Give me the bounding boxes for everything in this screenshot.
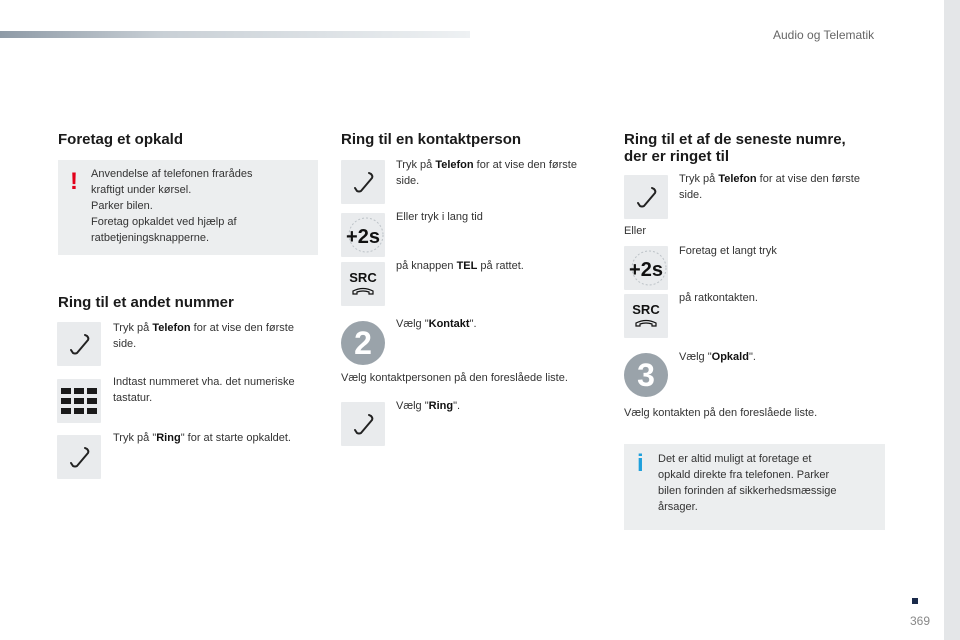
phone-icon: [57, 322, 101, 366]
step-number-2: 2: [341, 321, 385, 365]
section-title-make-call: Foretag et opkald: [58, 131, 184, 148]
page-marker: [912, 598, 918, 604]
step-text-tel-button: på knappen TEL på rattet.: [396, 260, 524, 272]
hold-2s-icon: [624, 246, 668, 290]
phone-icon: [57, 435, 101, 479]
step-text-long-press: Foretag et langt tryk: [679, 245, 777, 257]
warning-box: [58, 160, 318, 255]
section-title-recent: Ring til et af de seneste numre, der er ringet til: [624, 131, 846, 165]
header-bar: [0, 31, 470, 38]
step-text-opkald: Vælg "Opkald".: [679, 351, 756, 363]
section-title-contact: Ring til en kontaktperson: [341, 131, 522, 148]
phone-icon: [341, 402, 385, 446]
svg-text:SRC: SRC: [632, 302, 660, 317]
step-text-telefon: Tryk på Telefon for at vise den første side.: [396, 159, 577, 187]
src-button-icon: [624, 294, 668, 338]
step-text-ring: Vælg "Ring".: [396, 400, 461, 412]
info-text: Det er altid muligt at foretage et opkald direkte fra telefonen. Parker bilen forinden af sikkerhedsmæssige årsager.: [658, 453, 837, 513]
page-edge-strip: [944, 0, 960, 640]
svg-text:+2s: +2s: [629, 259, 663, 281]
svg-text:SRC: SRC: [349, 270, 377, 285]
step-text-steering-switch: på ratkontakten.: [679, 292, 758, 304]
phone-icon: [341, 160, 385, 204]
src-button-icon: [341, 262, 385, 306]
phone-icon: [624, 175, 668, 219]
warning-icon: !: [70, 168, 78, 195]
page-number: 369: [910, 614, 931, 628]
warning-text: Anvendelse af telefonen frarådes kraftigt under kørsel. Parker bilen. Foretag opkaldet ved hjælp af ratbetjeningsknapperne.: [91, 168, 253, 244]
step-number-3: 3: [624, 353, 668, 397]
step-text-choose-contact: Vælg kontakten på den foreslåede liste.: [624, 407, 818, 419]
step-text-ring: Tryk på "Ring" for at starte opkaldet.: [113, 432, 291, 444]
step-text-keypad: Indtast nummeret vha. det numeriske tastatur.: [113, 376, 295, 404]
section-title-other-number: Ring til et andet nummer: [58, 294, 234, 311]
keypad-icon: [57, 379, 101, 423]
step-text-kontakt: Vælg "Kontakt".: [396, 318, 477, 330]
info-box: [624, 444, 885, 530]
step-text-choose-contact: Vælg kontaktpersonen på den foreslåede liste.: [341, 372, 568, 384]
step-text-telefon: Tryk på Telefon for at vise den første side.: [679, 173, 860, 201]
info-icon: i: [637, 450, 644, 477]
step-text-telefon: Tryk på Telefon for at vise den første side.: [113, 322, 294, 350]
header-title: Audio og Telematik: [773, 28, 875, 42]
svg-text:+2s: +2s: [346, 226, 380, 248]
or-label: Eller: [624, 225, 647, 237]
step-text-long-press: Eller tryk i lang tid: [396, 211, 483, 223]
hold-2s-icon: [341, 213, 385, 257]
